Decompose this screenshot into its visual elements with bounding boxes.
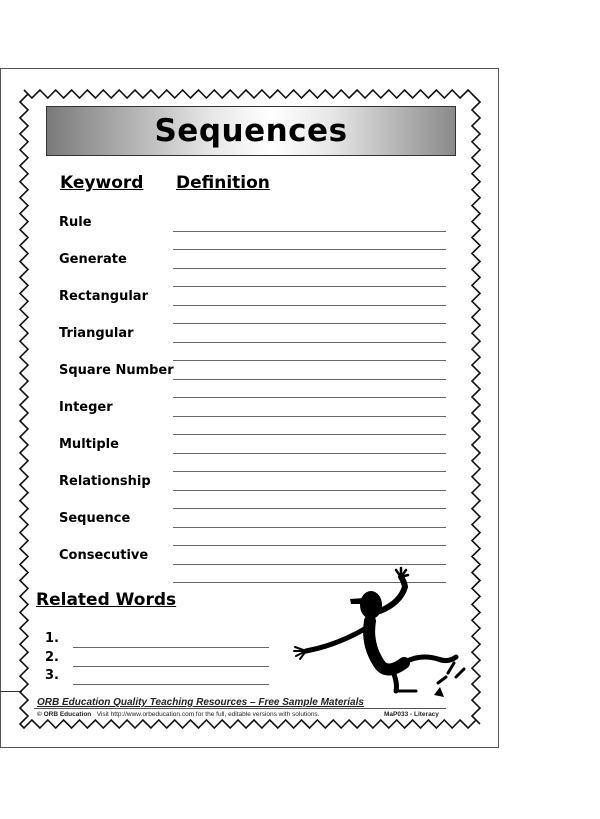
keyword-term: Integer <box>59 400 113 415</box>
keyword-term: Generate <box>59 252 127 267</box>
title-banner <box>46 106 456 156</box>
definition-write-line[interactable] <box>173 360 446 361</box>
definition-write-line[interactable] <box>173 342 446 343</box>
page-title: Sequences <box>154 113 348 149</box>
definition-write-line[interactable] <box>173 508 446 509</box>
definition-write-line[interactable] <box>173 305 446 306</box>
definition-write-line[interactable] <box>173 397 446 398</box>
keyword-header: Keyword <box>60 173 144 193</box>
definition-write-line[interactable] <box>173 323 446 324</box>
footer-copyright: © ORB Education <box>37 711 92 718</box>
footer-divider <box>34 708 446 709</box>
footer-resources-link[interactable]: ORB Education Quality Teaching Resources – Free Sample Materials <box>37 697 364 708</box>
footer-code: MaP033 - Literacy <box>384 711 439 718</box>
definition-write-line[interactable] <box>173 416 446 417</box>
definition-write-line[interactable] <box>173 453 446 454</box>
related-write-line[interactable] <box>73 684 269 685</box>
definition-write-line[interactable] <box>173 286 446 287</box>
keyword-term: Rule <box>59 215 92 230</box>
keyword-term: Triangular <box>59 326 134 341</box>
dancing-stick-figure-icon <box>288 565 470 705</box>
definition-write-line[interactable] <box>173 545 446 546</box>
related-write-line[interactable] <box>73 666 269 667</box>
definition-write-line[interactable] <box>173 490 446 491</box>
keyword-term: Rectangular <box>59 289 148 304</box>
definition-write-line[interactable] <box>173 231 446 232</box>
related-words-title: Related Words <box>36 590 177 610</box>
footer-copyright-line <box>37 711 319 718</box>
footer-visit-text: Visit http://www.orbeducation.com for the full, editable versions with solutions. <box>96 711 320 718</box>
related-number: 1. <box>45 631 59 646</box>
keyword-term: Relationship <box>59 474 151 489</box>
definition-write-line[interactable] <box>173 249 446 250</box>
definition-write-line[interactable] <box>173 434 446 435</box>
keyword-term: Consecutive <box>59 548 149 563</box>
definition-header: Definition <box>176 173 270 193</box>
related-number: 2. <box>45 650 59 665</box>
keyword-term: Square Number <box>59 363 174 378</box>
related-write-line[interactable] <box>73 647 269 648</box>
definition-write-line[interactable] <box>173 268 446 269</box>
definition-write-line[interactable] <box>173 471 446 472</box>
definition-write-line[interactable] <box>173 379 446 380</box>
keyword-term: Sequence <box>59 511 131 526</box>
related-number: 3. <box>45 668 59 683</box>
definition-write-line[interactable] <box>173 527 446 528</box>
keyword-term: Multiple <box>59 437 119 452</box>
